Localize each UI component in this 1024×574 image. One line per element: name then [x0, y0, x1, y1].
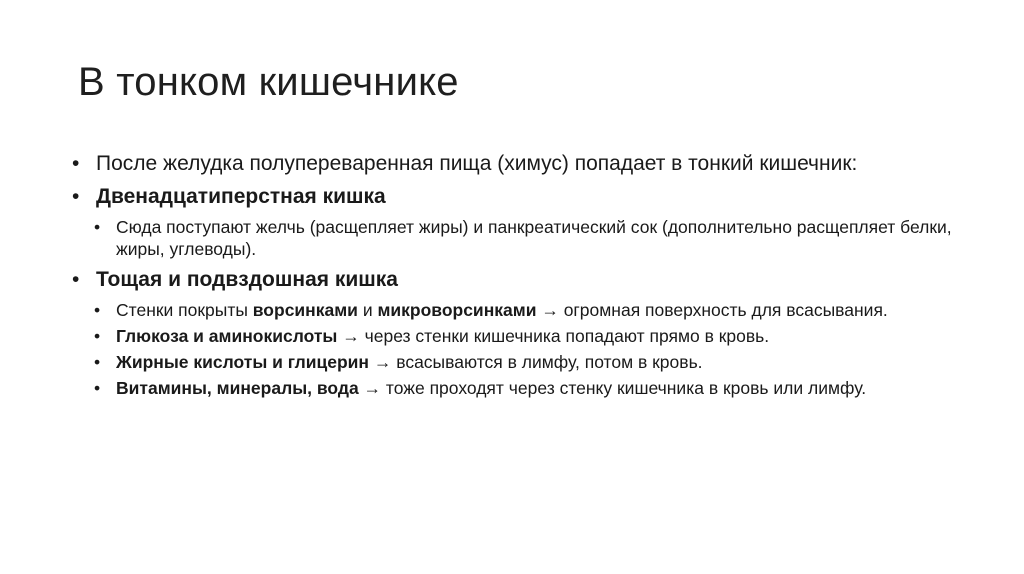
- duodenum-heading: Двенадцатиперстная кишка: [96, 185, 386, 208]
- sub-item: [72, 377, 952, 399]
- bullet-icon: •: [94, 352, 101, 372]
- sub-item-bold: ворсинками: [252, 300, 358, 320]
- jejunum-ileum-subitems: [72, 299, 952, 399]
- bullet-icon: •: [94, 378, 101, 398]
- bullet-icon: •: [72, 152, 80, 175]
- sub-item: [72, 351, 952, 373]
- sub-item: [72, 216, 952, 260]
- sub-item-bold: микроворсинками: [377, 300, 537, 320]
- list-item-jejunum-ileum: [72, 266, 952, 293]
- sub-item-text: Сюда поступают желчь (расщепляет жиры) и панкреатический сок (дополнительно расщепляет белки, жиры, углеводы).: [116, 217, 952, 259]
- sub-item: [72, 325, 952, 347]
- sub-item-bold: Витамины, минералы, вода: [116, 378, 359, 398]
- bullet-icon: •: [94, 217, 101, 237]
- sub-item-text: → огромная поверхность для всасывания.: [536, 300, 888, 320]
- jejunum-ileum-heading: Тощая и подвздошная кишка: [96, 268, 398, 291]
- sub-item-bold: Жирные кислоты и глицерин: [116, 352, 369, 372]
- bullet-icon: •: [94, 300, 101, 320]
- sub-item-text: → тоже проходят через стенку кишечника в кровь или лимфу.: [358, 378, 867, 398]
- sub-item-text: Стенки покрыты: [116, 300, 253, 320]
- sub-item: [72, 299, 952, 321]
- slide-title: В тонком кишечнике: [78, 60, 459, 104]
- intro-text: После желудка полупереваренная пища (химус) попадает в тонкий кишечник:: [96, 152, 858, 175]
- bullet-icon: •: [94, 326, 101, 346]
- bullet-list: [72, 150, 952, 399]
- slide-content: [72, 150, 952, 405]
- list-item-duodenum: [72, 183, 952, 210]
- sub-item-text: → всасываются в лимфу, потом в кровь.: [369, 352, 703, 372]
- sub-item-text: → через стенки кишечника попадают прямо в кровь.: [337, 326, 770, 346]
- list-item-intro: [72, 150, 952, 177]
- sub-item-bold: Глюкоза и аминокислоты: [116, 326, 338, 346]
- sub-item-text: и: [357, 300, 378, 320]
- duodenum-subitems: [72, 216, 952, 260]
- bullet-icon: •: [72, 268, 80, 291]
- bullet-icon: •: [72, 185, 80, 208]
